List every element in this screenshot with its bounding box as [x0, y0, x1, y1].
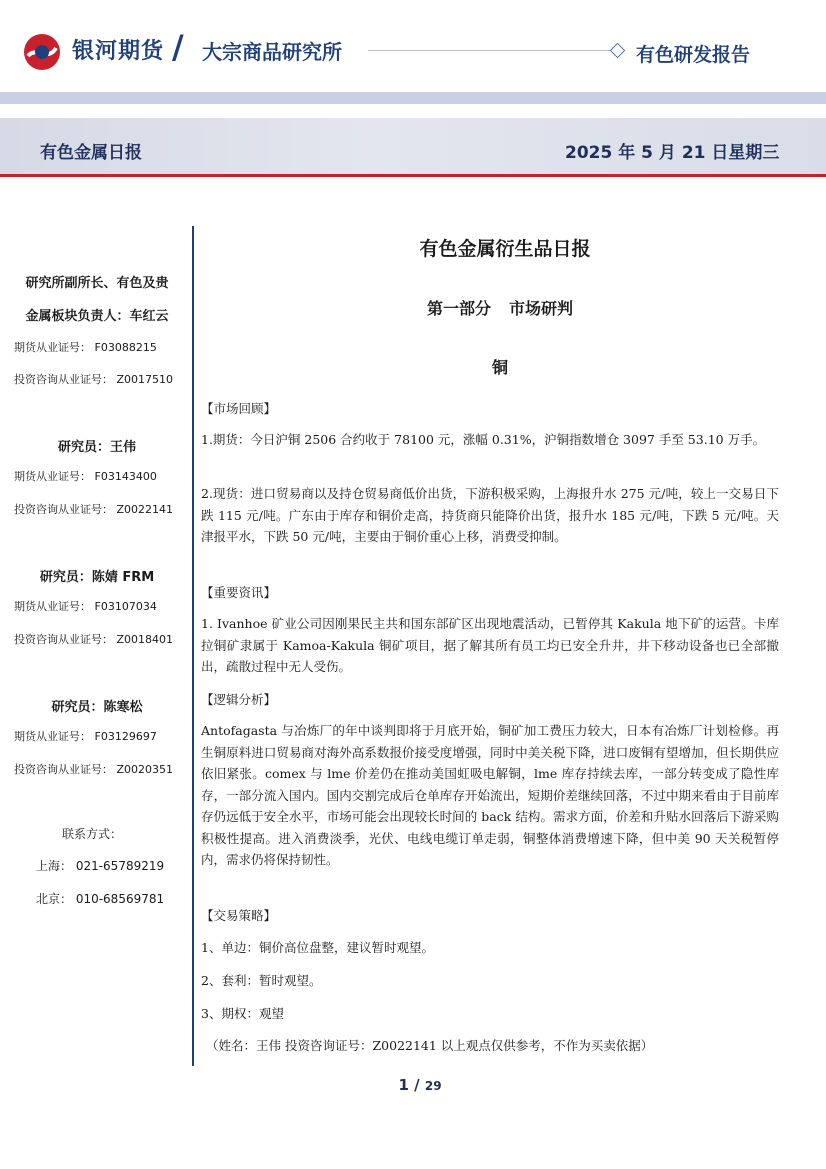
contact-beijing: 北京： 010-68569781 [36, 892, 165, 906]
researcher-name: 研究员：陈婧 FRM [39, 570, 155, 585]
futures-cert: 期货从业证号： F03129697 [14, 730, 157, 743]
report-type: 有色研发报告 [636, 44, 751, 66]
strategy-arbitrage: 2、套利：暂时观望。 [201, 973, 322, 988]
report-date: 2025 年 5 月 21 日星期三 [565, 143, 780, 163]
part-heading [200, 296, 800, 319]
metal-heading: 铜 [491, 358, 508, 377]
strategy-heading: 【交易策略】 [201, 908, 277, 923]
strategy-options: 3、期权：观望 [201, 1006, 284, 1021]
futures-cert: 期货从业证号： F03088215 [14, 341, 157, 354]
news-heading: 【重要资讯】 [201, 585, 277, 600]
logic-heading: 【逻辑分析】 [201, 692, 277, 707]
institute-name: 大宗商品研究所 [202, 40, 342, 64]
current-page: 1 [398, 1076, 409, 1094]
sidebar-divider [192, 226, 194, 1066]
advisory-cert: 投资咨询从业证号： Z0018401 [14, 633, 174, 646]
logic-analysis: Antofagasta 与冶炼厂的年中谈判即将于月底开始，铜矿加工费压力较大，日本有冶炼厂计划检修。再生铜原料进口贸易商对海外高系数报价接受度增强，同时中美关税下降，进口废铜有望增加，但长期供应依旧紧张。comex 与 lme 价差仍在推动美国虹吸电解铜，lme 库存持续去库，一部分转变成了隐性库存，一部分流入国内。国内交割完成后仓单库存开始流出，短期价差继续回落，不过中期来看由于目前库存仍远低于安全水平，市场可能会出现较长时间的 back 结构。需求方面，价差和升贴水回落后下游采购积极性提高。进入消费淡季，光伏、电线电缆订单走弱，铜整体消费增速下降，但中美 90 天关税暂停内，需求仍将保持韧性。 [201, 723, 779, 867]
person-role-line2: 金属板块负责人：车红云 [25, 309, 169, 324]
news-item: 1. Ivanhoe 矿业公司因刚果民主共和国东部矿区出现地震活动，已暂停其 Kakula 地下矿的运营。卡库拉铜矿隶属于 Kamoa-Kakula 铜矿项目，据了解其所有员工均已安全升井，井下移动设备也已全部撤出，疏散过程中无人受伤。 [201, 616, 779, 674]
header-rule [368, 50, 618, 51]
contact-title: 联系方式： [62, 827, 123, 841]
market-review-futures: 1.期货：今日沪铜 2506 合约收于 78100 元，涨幅 0.31%，沪铜指数增仓 3097 手至 53.10 万手。 [201, 432, 766, 447]
subheader-red-rule [0, 174, 826, 177]
part-name: 市场研判 [509, 299, 574, 318]
part-label: 第一部分 [426, 299, 491, 318]
galaxy-logo-icon [22, 32, 62, 72]
contact-shanghai: 上海： 021-65789219 [36, 859, 165, 873]
market-review-heading: 【市场回顾】 [201, 401, 277, 416]
brand-name: 银河期货 [72, 39, 165, 64]
researcher-name: 研究员：陈寒松 [51, 700, 143, 715]
total-pages: 29 [424, 1079, 442, 1093]
advisory-cert: 投资咨询从业证号： Z0022141 [14, 503, 174, 516]
futures-cert: 期货从业证号： F03143400 [14, 470, 157, 483]
header-gap [0, 104, 826, 118]
page-separator: / [414, 1076, 420, 1094]
header-separator: / [172, 28, 184, 66]
person-role-line1: 研究所副所长、有色及贵 [25, 276, 169, 291]
header-band [0, 92, 826, 104]
daily-title: 有色金属日报 [40, 143, 142, 163]
advisory-cert: 投资咨询从业证号： Z0020351 [14, 763, 174, 776]
researcher-name: 研究员：王伟 [57, 440, 136, 455]
report-title: 有色金属衍生品日报 [419, 238, 591, 260]
strategy-single: 1、单边：铜价高位盘整，建议暂时观望。 [201, 940, 434, 955]
disclaimer: （姓名：王伟 投资咨询证号：Z0022141 以上观点仅供参考，不作为买卖依据） [206, 1038, 654, 1053]
advisory-cert: 投资咨询从业证号： Z0017510 [14, 373, 174, 386]
page-number [380, 1076, 460, 1094]
futures-cert: 期货从业证号： F03107034 [14, 600, 157, 613]
market-review-spot: 2.现货：进口贸易商以及持仓贸易商低价出货，下游积极采购，上海报升水 275 元/吨，较上一交易日下跌 115 元/吨。广东由于库存和铜价走高，持货商只能降价出货，报升水 185 元/吨，下跌 5 元/吨。天津报平水，下跌 50 元/吨，主要由于铜价重心上移，消费受抑制。 [201, 486, 779, 544]
